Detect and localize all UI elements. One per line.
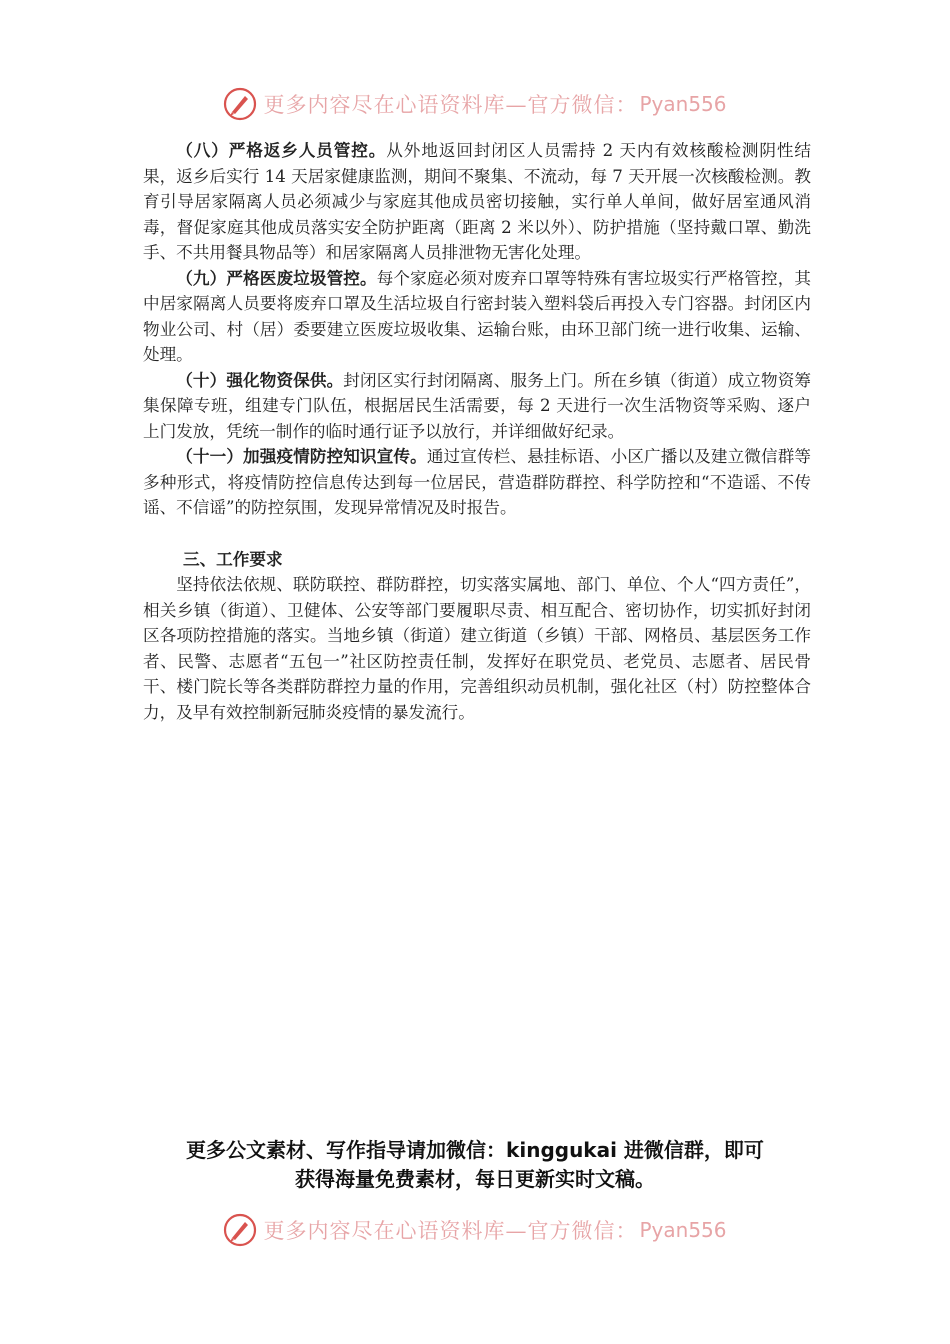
banner-text: 更多内容尽在心语资料库—官方微信： — [263, 93, 638, 117]
paragraph-11-heading: （十一）加强疫情防控知识宣传。 — [176, 447, 427, 466]
pen-logo-icon — [223, 87, 257, 121]
section-3-body: 坚持依法依规、联防联控、群防群控，切实落实属地、部门、单位、个人“四方责任”，相关乡镇（街道）、卫健体、公安等部门要履职尽责、相互配合、密切协作，切实抓好封闭区各项防控措施的落实。当地乡镇（街道）建立街道（乡镇）干部、网格员、基层医务工作者、民警、志愿者“五包一”社区防控责任制，发挥好在职党员、老党员、志愿者、居民骨干、楼门院长等各类群防群控力量的作用，完善组织动员机制，强化社区（村）防控整体合力，及早有效控制新冠肺炎疫情的暴发流行。 — [143, 575, 811, 722]
paragraph-10 — [143, 368, 811, 445]
paragraph-10-heading: （十）强化物资保供。 — [176, 370, 344, 390]
promo-line-2: 获得海量免费素材，每日更新实时文稿。 — [295, 1167, 655, 1191]
paragraph-8-body: 从外地返回封闭区人员需持 2 天内有效核酸检测阴性结果，返乡后实行 14 天居家健康监测，期间不聚集、不流动，每 7 天开展一次核酸检测。教育引导居家隔离人员必须减少与家庭其他成员密切接触，实行单人单间，做好居室通风消毒，督促家庭其他成员落实安全防护距离（距离 2 米以外）、防护措施（坚持戴口罩、勤洗手、不共用餐具物品等）和居家隔离人员排泄物无害化处理。 — [143, 141, 812, 262]
paragraph-11-body: 通过宣传栏、悬挂标语、小区广播以及建立微信群等多种形式，将疫情防控信息传达到每一位居民，营造群防群控、科学防控和“不造谣、不传谣、不信谣”的防控氛围，发现异常情况及时报告。 — [143, 447, 812, 517]
footer-watermark-banner — [0, 1210, 950, 1250]
paragraph-9-heading: （九）严格医废垃圾管控。 — [176, 268, 377, 288]
promo-notice — [100, 1136, 850, 1194]
header-watermark-banner — [0, 84, 950, 124]
promo-line-1: 更多公文素材、写作指导请加微信：kinggukai 进微信群，即可 — [186, 1138, 764, 1162]
banner-text: 更多内容尽在心语资料库—官方微信： — [263, 1219, 638, 1243]
pen-logo-icon — [223, 1213, 257, 1247]
paragraph-11 — [143, 444, 811, 521]
banner-wechat-id: Pyan556 — [639, 92, 727, 116]
section-3-title: 三、工作要求 — [183, 549, 283, 569]
document-body — [143, 138, 811, 725]
paragraph-9 — [143, 266, 811, 368]
paragraph-8 — [143, 138, 811, 266]
paragraph-8-heading: （八）严格返乡人员管控。 — [176, 141, 387, 160]
paragraph-10-body: 封闭区实行封闭隔离、服务上门。所在乡镇（街道）成立物资筹集保障专班，组建专门队伍，根据居民生活需要，每 2 天进行一次生活物资等采购、逐户上门发放，凭统一制作的临时通行证予以放行，并详细做好纪录。 — [143, 370, 812, 441]
paragraph-9-body: 每个家庭必须对废弃口罩等特殊有害垃圾实行严格管控，其中居家隔离人员要将废弃口罩及生活垃圾自行密封装入塑料袋后再投入专门容器。封闭区内物业公司、村（居）委要建立医废垃圾收集、运输台账，由环卫部门统一进行收集、运输、处理。 — [143, 268, 812, 364]
banner-wechat-id: Pyan556 — [639, 1218, 727, 1242]
